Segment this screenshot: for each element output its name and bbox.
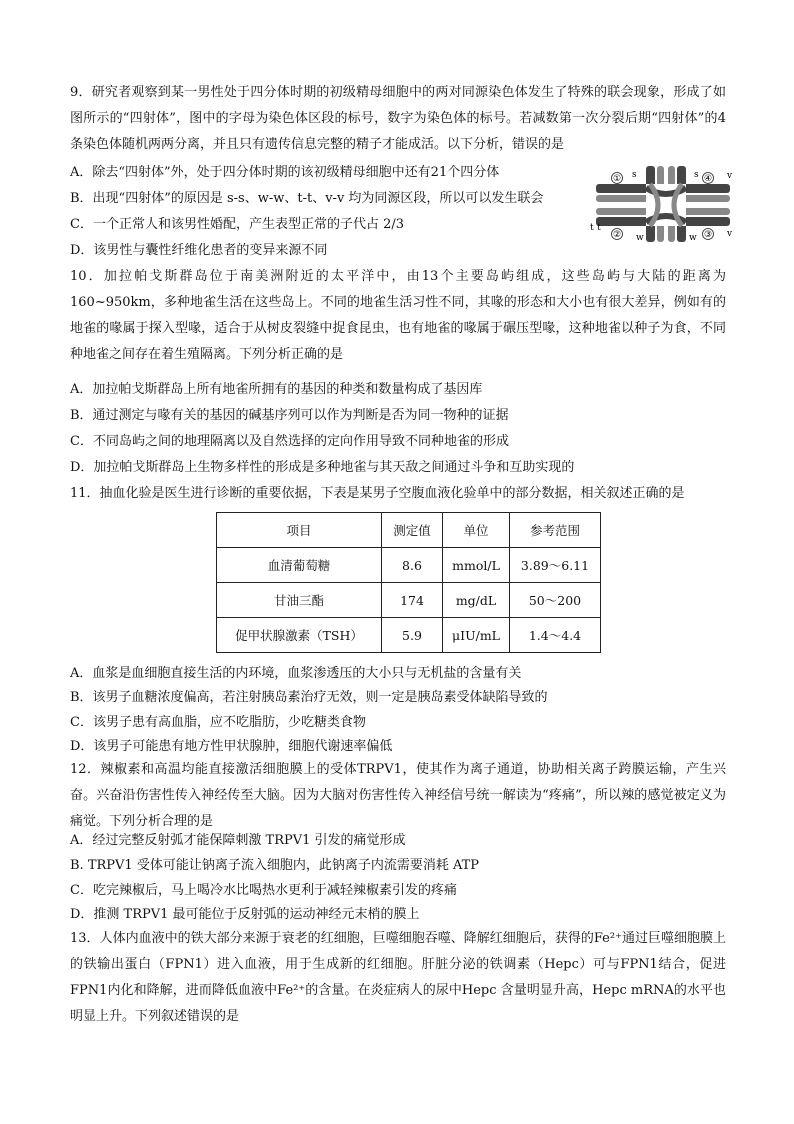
table-cell: 血清葡萄糖 [217, 548, 382, 583]
label-v-bottom: v [727, 229, 733, 239]
table-cell: 1.4～4.4 [510, 618, 601, 653]
q10-option-d: D．加拉帕戈斯群岛上生物多样性的形成是多种地雀与其天敌之间通过斗争和互助实现的 [70, 460, 575, 475]
table-header-cell: 参考范围 [510, 513, 601, 548]
label-w-left: w [636, 233, 644, 243]
q12-option-a: A．经过完整反射弧才能保障刺激 TRPV1 引发的痛觉形成 [70, 833, 406, 848]
q10-stem: 10．加拉帕戈斯群岛位于南美洲附近的太平洋中，由13个主要岛屿组成，这些岛屿与大陆的距离为160~950km，多种地雀生活在这些岛上。不同的地雀生活习性不同，其喙的形态和大小也有很大差异，例如有的地雀的喙属于探入型喙，适合于从树皮裂缝中捉食昆虫，也有地雀的喙属于碾压型喙，这种地雀以种子为食，不同种地雀之间存在着生殖隔离。下列分析正确的是 [70, 269, 726, 362]
label-t-left-2: t [597, 223, 601, 233]
q10-option-a: A．加拉帕戈斯群岛上所有地雀所拥有的基因的种类和数量构成了基因库 [70, 382, 483, 397]
table-row [217, 618, 601, 653]
label-w-right: w [689, 233, 697, 243]
q9-option-b: B．出现“四射体”的原因是 s-s、w-w、t-t、v-v 均为同源区段，所以可以发生联会 [70, 191, 544, 206]
table-cell: 8.6 [382, 548, 443, 583]
q11-option-c: C．该男子患有高血脂，应不吃脂肪，少吃糖类食物 [70, 715, 366, 730]
label-t-left: t [590, 223, 594, 233]
label-s-right: s [694, 170, 699, 180]
table-cell: 促甲状腺激素（TSH） [217, 618, 382, 653]
q12-stem: 12．辣椒素和高温均能直接激活细胞膜上的受体TRPV1，使其作为离子通道，协助相关离子跨膜运输，产生兴奋。兴奋沿伤害性传入神经传至大脑。因为大脑对伤害性传入神经信号统一解读为“疼痛”，所以辣的感觉被定义为痛觉。下列分析合理的是 [70, 762, 726, 829]
table-header-row [217, 513, 601, 548]
table-cell: mg/dL [443, 583, 510, 618]
quadrivalent-diagram [590, 164, 736, 244]
table-cell: 50～200 [510, 583, 601, 618]
table-header-cell: 单位 [443, 513, 510, 548]
q9-stem: 9．研究者观察到某一男性处于四分体时期的初级精母细胞中的两对同源染色体发生了特殊的联会现象，形成了如图所示的“四射体”，图中的字母为染色体区段的标号，数字为染色体的标号。若减数第一次分裂后期“四射体”的4条染色体随机两两分离，并且只有遗传信息完整的精子才能成活。以下分析，错误的是 [70, 85, 726, 152]
q11-option-a: A．血浆是血细胞直接生活的内环境，血浆渗透压的大小只与无机盐的含量有关 [70, 666, 522, 681]
q10-option-c: C．不同岛屿之间的地理隔离以及自然选择的定向作用导致不同种地雀的形成 [70, 434, 509, 449]
q11-option-b: B．该男子血糖浓度偏高，若注射胰岛素治疗无效，则一定是胰岛素受体缺陷导致的 [70, 690, 548, 705]
q11-stem: 11．抽血化验是医生进行诊断的重要依据，下表是某男子空腹血液化验单中的部分数据，相关叙述正确的是 [70, 486, 685, 501]
q9-option-a: A．除去“四射体”外，处于四分体时期的该初级精母细胞中还有21个四分体 [70, 165, 500, 180]
blood-test-table [216, 512, 601, 653]
label-chromosome-1: ① [613, 174, 622, 184]
label-chromosome-2: ② [613, 230, 622, 240]
q12-option-d: D．推测 TRPV1 最可能位于反射弧的运动神经元末梢的膜上 [70, 907, 420, 922]
label-chromosome-4: ④ [704, 174, 713, 184]
table-row [217, 583, 601, 618]
q11-option-d: D．该男子可能患有地方性甲状腺肿，细胞代谢速率偏低 [70, 739, 393, 754]
table-header-cell: 测定值 [382, 513, 443, 548]
q13-stem: 13．人体内血液中的铁大部分来源于衰老的红细胞，巨噬细胞吞噬、降解红细胞后，获得的Fe²⁺通过巨噬细胞膜上的铁输出蛋白（FPN1）进入血液，用于生成新的红细胞。肝脏分泌的铁调素（Hepc）可与FPN1结合，促进FPN1内化和降解，进而降低血液中Fe²⁺的含量。在炎症病人的尿中Hepc 含量明显升高，Hepc mRNA的水平也明显上升。下列叙述错误的是 [70, 931, 726, 1024]
table-cell: μIU/mL [443, 618, 510, 653]
table-row [217, 548, 601, 583]
q9-option-d: D．该男性与囊性纤维化患者的变异来源不同 [70, 243, 328, 258]
table-cell: 174 [382, 583, 443, 618]
q10-option-b: B．通过测定与喙有关的基因的碱基序列可以作为判断是否为同一物种的证据 [70, 408, 509, 423]
table-cell: 3.89～6.11 [510, 548, 601, 583]
q12-option-b: B. TRPV1 受体可能让钠离子流入细胞内，此钠离子内流需要消耗 ATP [70, 858, 480, 873]
q12-option-c: C．吃完辣椒后，马上喝冷水比喝热水更利于减轻辣椒素引发的疼痛 [70, 883, 457, 898]
label-v-top: v [727, 171, 733, 181]
table-cell: 甘油三酯 [217, 583, 382, 618]
label-s-left: s [632, 170, 637, 180]
label-chromosome-3: ③ [704, 230, 713, 240]
table-cell: 5.9 [382, 618, 443, 653]
q9-option-c: C．一个正常人和该男性婚配，产生表型正常的子代占 2/3 [70, 217, 405, 232]
table-header-cell: 项目 [217, 513, 382, 548]
table-cell: mmol/L [443, 548, 510, 583]
